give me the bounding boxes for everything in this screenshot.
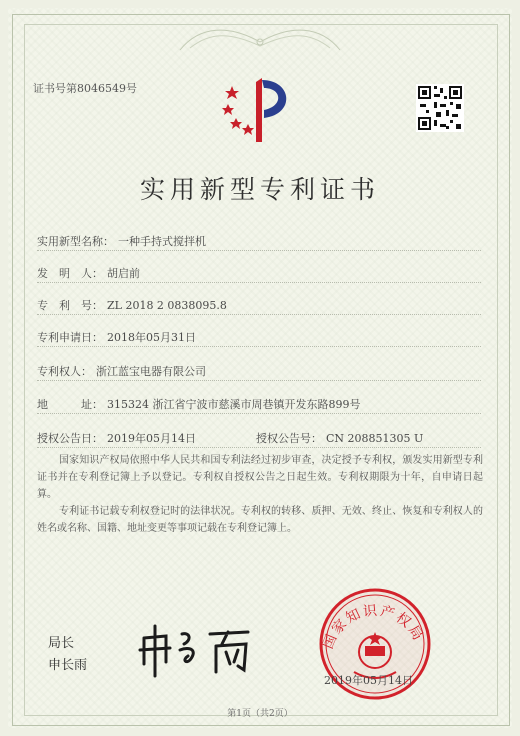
patentee-label: 专利权人： — [37, 365, 92, 378]
seal-text: 国家知识产权局 — [320, 602, 427, 652]
body-paragraph-2: 专利证书记载专利权登记时的法律状况。专利权的转移、质押、无效、终止、恢复和专利权人的姓名或名称、国籍、地址变更等事项记载在专利登记簿上。 — [37, 506, 483, 534]
grant-number-value: CN 208851305 U — [326, 432, 424, 445]
divider — [37, 380, 481, 381]
inventor-value: 胡启前 — [107, 267, 140, 280]
divider — [37, 314, 481, 315]
divider — [37, 250, 481, 251]
handwritten-signature — [138, 620, 256, 678]
patentee-row — [37, 363, 206, 379]
certificate-number: 证书号第8046549号 — [33, 82, 137, 95]
director-name: 申长雨 — [48, 658, 88, 673]
divider — [37, 447, 481, 448]
filing-date-row — [37, 329, 196, 345]
utility-model-name-row — [37, 233, 206, 249]
address-value: 315324 浙江省宁波市慈溪市周巷镇开发东路899号 — [107, 398, 361, 411]
certificate-body — [37, 452, 483, 537]
address-row — [37, 396, 360, 412]
grant-date-value: 2019年05月14日 — [107, 432, 196, 445]
cnipa-logo-icon — [222, 74, 300, 146]
address-label: 地 址： — [37, 398, 103, 411]
divider — [37, 346, 481, 347]
grant-date-label: 授权公告日： — [37, 432, 103, 445]
patent-number-row — [37, 297, 227, 313]
divider — [37, 413, 481, 414]
inventor-row — [37, 265, 140, 281]
utility-model-name-value: 一种手持式搅拌机 — [118, 235, 206, 248]
certificate-title: 实用新型专利证书 — [139, 175, 380, 204]
body-paragraph-1: 国家知识产权局依照中华人民共和国专利法经过初步审查，决定授予专利权，颁发实用新型专利证书并在专利登记簿上予以登记。专利权自授权公告之日起生效。专利权期限为十年，自申请日起算。 — [37, 455, 483, 500]
filing-date-value: 2018年05月31日 — [107, 331, 196, 344]
grant-number-row — [256, 430, 423, 446]
inventor-label: 发 明 人： — [37, 267, 103, 280]
patent-number-label: 专 利 号： — [37, 299, 103, 312]
grant-number-label: 授权公告号： — [256, 432, 322, 445]
patent-number-value: ZL 2018 2 0838095.8 — [107, 299, 227, 312]
patentee-value: 浙江蓝宝电器有限公司 — [96, 365, 206, 378]
utility-model-name-label: 实用新型名称： — [37, 235, 114, 248]
ornament-flourish — [170, 20, 350, 60]
grant-date-row — [37, 430, 196, 446]
director-title: 局长 — [48, 636, 75, 651]
divider — [37, 282, 481, 283]
filing-date-label: 专利申请日： — [37, 331, 103, 344]
page-number: 第1页（共2页） — [227, 709, 293, 719]
qr-code-icon — [416, 84, 464, 132]
seal-date: 2019年05月14日 — [324, 674, 413, 687]
